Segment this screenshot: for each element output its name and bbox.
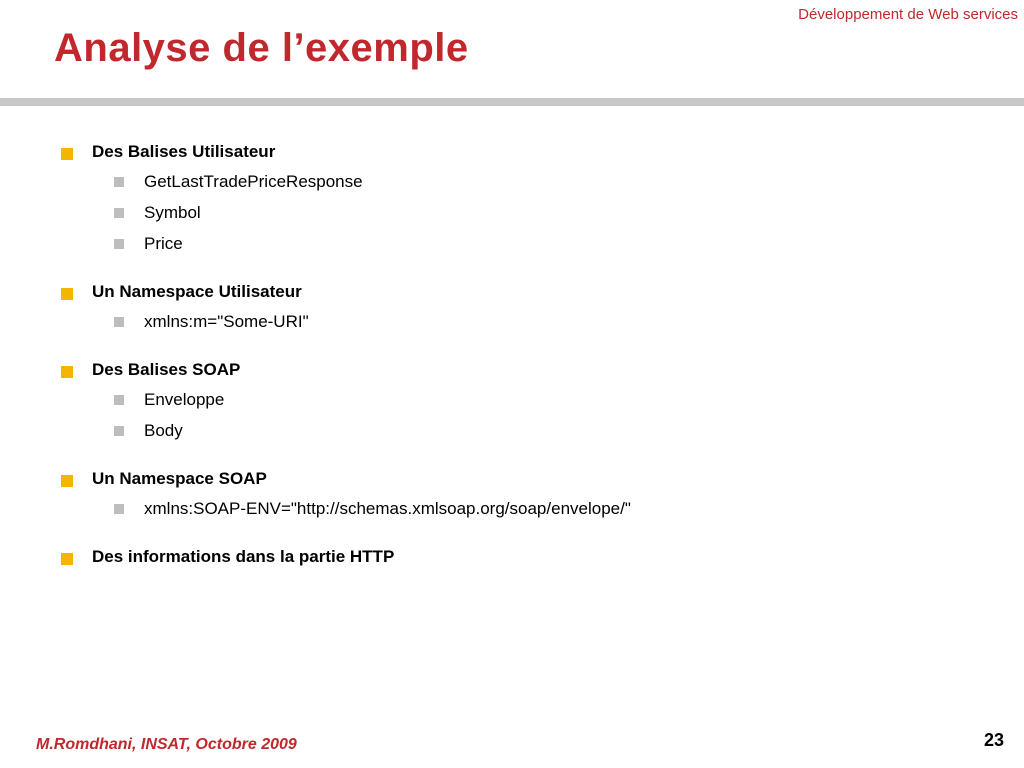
square-bullet-icon [61,475,73,487]
bullet-label: Un Namespace Utilisateur [92,282,302,301]
sub-bullet-item [0,166,1024,197]
bullet-item [0,278,1024,306]
square-bullet-icon [114,426,124,436]
sub-bullet-label: xmlns:m="Some-URI" [144,312,309,331]
square-bullet-icon [114,208,124,218]
sub-bullet-label: Enveloppe [144,390,225,409]
bullet-item [0,543,1024,571]
bullet-group [0,278,1024,337]
bullet-group [0,138,1024,259]
square-bullet-icon [61,366,73,378]
sub-bullet-item [0,415,1024,446]
bullet-label: Un Namespace SOAP [92,469,267,488]
square-bullet-icon [61,148,73,160]
square-bullet-icon [114,504,124,514]
sub-bullet-item [0,493,1024,524]
sub-bullet-label: xmlns:SOAP-ENV="http://schemas.xmlsoap.org/soap/envelope/" [144,499,631,518]
sub-bullet-item [0,384,1024,415]
bullet-item [0,356,1024,384]
bullet-label: Des Balises SOAP [92,360,241,379]
square-bullet-icon [61,288,73,300]
sub-bullet-item [0,197,1024,228]
bullet-label: Des informations dans la partie HTTP [92,547,395,566]
square-bullet-icon [114,395,124,405]
page-number: 23 [983,730,1004,750]
sub-bullet-label: GetLastTradePriceResponse [144,172,363,191]
square-bullet-icon [114,317,124,327]
sub-bullet-label: Price [144,234,183,253]
square-bullet-icon [61,553,73,565]
sub-bullet-item [0,306,1024,337]
course-title: Développement de Web services [798,6,1018,23]
slide-title: Analyse de l’exemple [54,26,469,70]
square-bullet-icon [114,239,124,249]
bullet-label: Des Balises Utilisateur [92,142,276,161]
bullet-group [0,356,1024,446]
bullet-group [0,543,1024,571]
footer-author: M.Romdhani, INSAT, Octobre 2009 [36,736,297,753]
bullet-item [0,465,1024,493]
bullet-group [0,465,1024,524]
bullet-item [0,138,1024,166]
sub-bullet-item [0,228,1024,259]
sub-bullet-label: Symbol [144,203,201,222]
title-divider [0,98,1024,106]
slide-content [0,138,1024,590]
square-bullet-icon [114,177,124,187]
sub-bullet-label: Body [144,421,183,440]
